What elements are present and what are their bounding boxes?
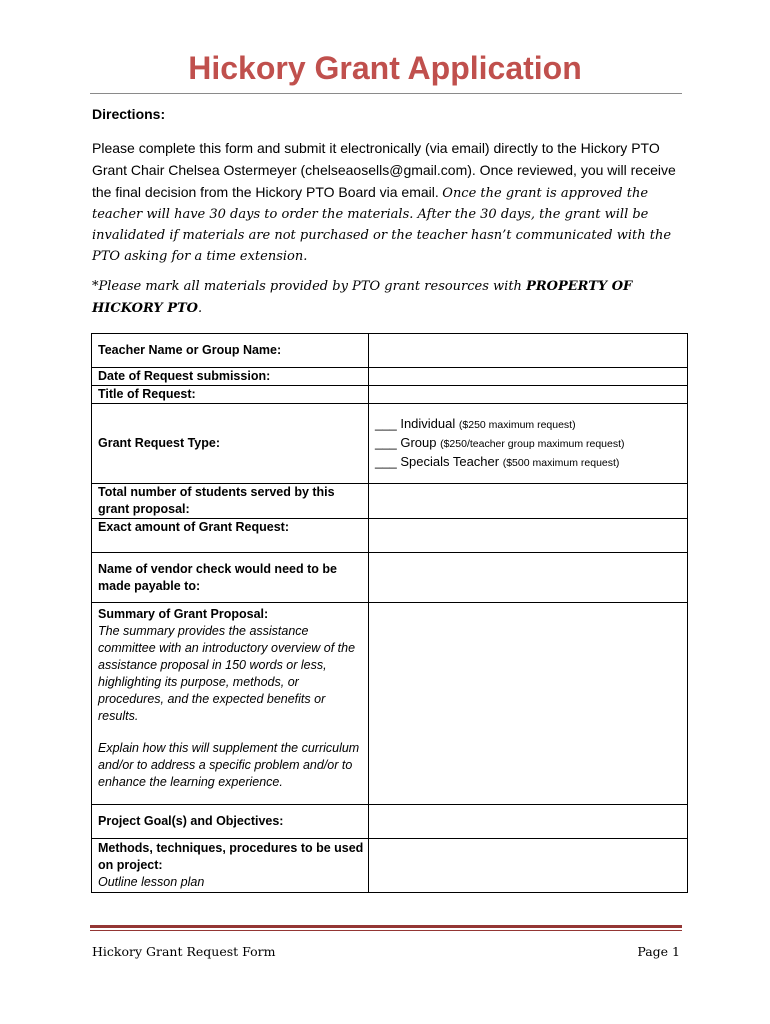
directions-plain: Please complete this form and submit it electronically (via email) directly to the Hickory PTO Grant Chair Chelsea Ostermeyer (chelseaosells@gmail.com). Once reviewed, you will receive the final decision from the Hickory PTO Board via email. — [92, 140, 676, 200]
note-end: . — [197, 301, 203, 316]
footer-divider-thick — [90, 925, 682, 928]
grant-request-type-options — [369, 404, 688, 484]
date-of-request-label: Date of Request submission: — [92, 368, 369, 386]
footer-form-name: Hickory Grant Request Form — [92, 944, 276, 959]
summary-label: Summary of Grant Proposal: — [98, 607, 269, 621]
directions-italic: Once the grant is approved the teacher will have 30 days to order the materials. After the 30 days, the grant will be invalidated if materials are not purchased or the teacher hasn’t communicated with the PTO asking for a time extension. — [92, 186, 672, 264]
note-bold: PROPERTY OF HICKORY PTO — [92, 279, 633, 316]
title-of-request-label: Title of Request: — [92, 386, 369, 404]
grant-option-group[interactable]: ___ Group ($250/teacher group maximum request) — [375, 435, 625, 450]
summary-field[interactable] — [369, 603, 688, 805]
vendor-name-field[interactable] — [369, 553, 688, 603]
methods-sub: Outline lesson plan — [98, 875, 205, 889]
methods-cell — [92, 839, 369, 893]
project-goals-field[interactable] — [369, 805, 688, 839]
methods-label: Methods, techniques, procedures to be used on project: — [98, 841, 364, 872]
teacher-name-label: Teacher Name or Group Name: — [92, 334, 369, 368]
footer-page-number: Page 1 — [637, 944, 680, 959]
summary-explain: Explain how this will supplement the curriculum and/or to address a specific problem and/or to enhance the learning experience. — [98, 741, 360, 789]
grant-option-specials-teacher[interactable]: ___ Specials Teacher ($500 maximum request) — [375, 454, 620, 469]
directions-label: Directions: — [92, 106, 166, 122]
footer-divider-thin — [90, 930, 682, 931]
grant-request-type-label: Grant Request Type: — [92, 404, 369, 484]
page-title: Hickory Grant Application — [188, 50, 582, 86]
summary-cell — [92, 603, 369, 805]
property-note — [92, 276, 684, 320]
project-goals-label: Project Goal(s) and Objectives: — [92, 805, 369, 839]
teacher-name-field[interactable] — [369, 334, 688, 368]
methods-field[interactable] — [369, 839, 688, 893]
total-students-label: Total number of students served by this grant proposal: — [92, 484, 369, 519]
directions-text — [92, 138, 684, 267]
vendor-name-label: Name of vendor check would need to be made payable to: — [92, 553, 369, 603]
total-students-field[interactable] — [369, 484, 688, 519]
note-text: *Please mark all materials provided by PTO grant resources with — [92, 279, 527, 294]
date-of-request-field[interactable] — [369, 368, 688, 386]
summary-description: The summary provides the assistance committee with an introductory overview of the assistance proposal in 150 words or less, highlighting its purpose, methods, or procedures, and the expected benefits or results. — [98, 624, 356, 723]
exact-amount-label: Exact amount of Grant Request: — [92, 519, 369, 553]
grant-form-table — [91, 333, 688, 893]
title-of-request-field[interactable] — [369, 386, 688, 404]
exact-amount-field[interactable] — [369, 519, 688, 553]
grant-option-individual[interactable]: ___ Individual ($250 maximum request) — [375, 416, 576, 431]
title-divider — [90, 93, 682, 94]
